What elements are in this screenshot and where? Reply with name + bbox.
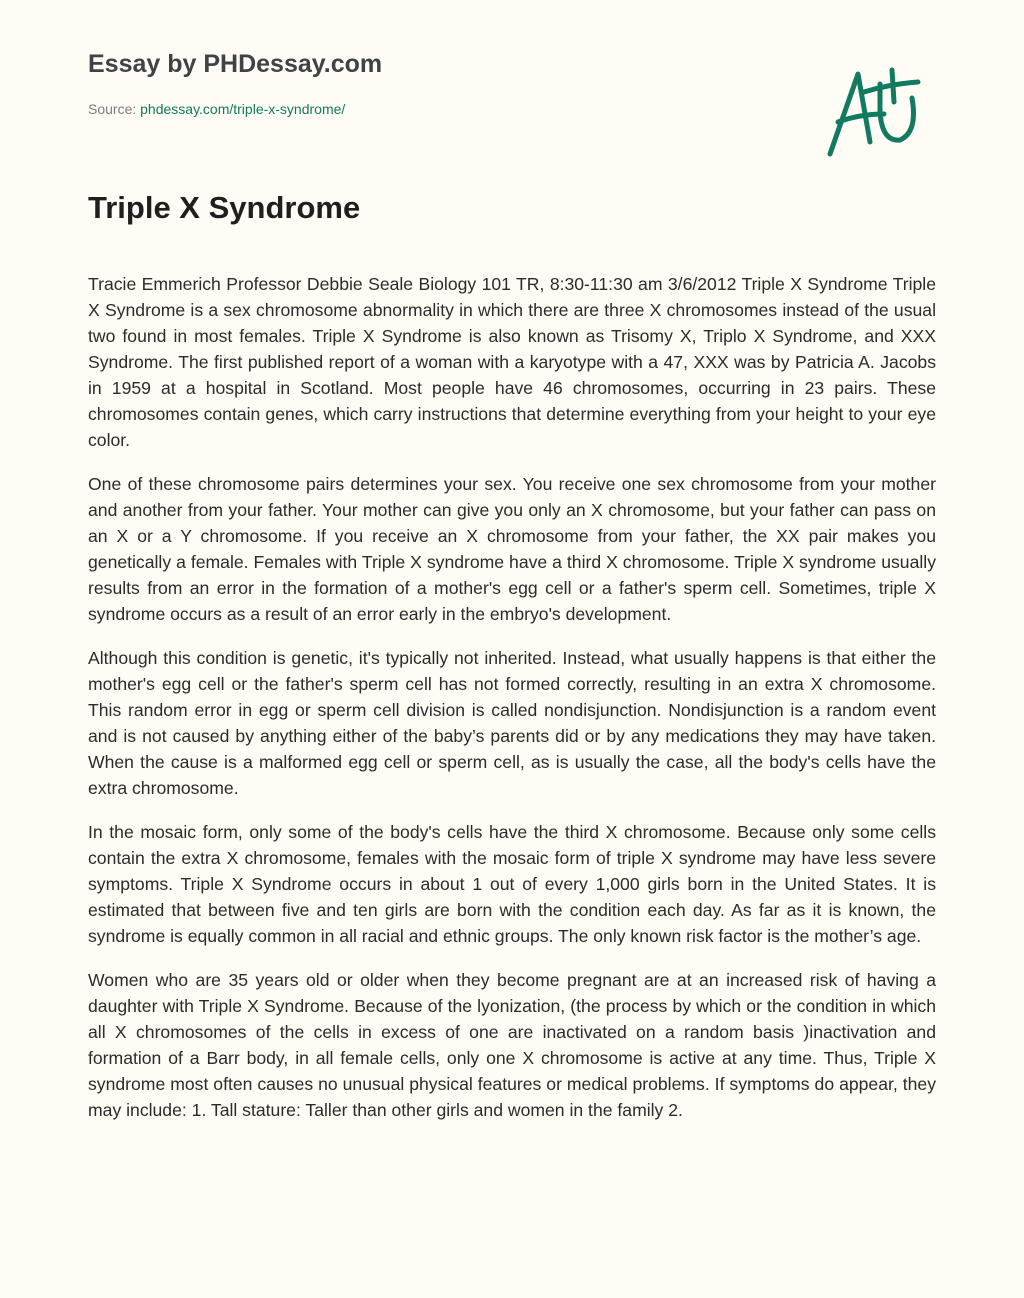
a-plus-logo-icon: [820, 62, 930, 162]
page-title: Triple X Syndrome: [88, 190, 361, 225]
site-brand: Essay by PHDessay.com: [88, 50, 383, 78]
source-link[interactable]: phdessay.com/triple-x-syndrome/: [140, 101, 346, 117]
essay-paragraph: In the mosaic form, only some of the body's cells have the third X chromosome. Because only some cells contain the extra X chromosome, females with the mosaic form of triple X syndrome may have less severe symptoms. Triple X Syndrome occurs in about 1 out of every 1,000 girls born in the United States. It is estimated that between five and ten girls are born with the condition each day. As far as it is known, the syndrome is equally common in all racial and ethnic groups. The only known risk factor is the mother’s age.: [88, 822, 936, 946]
essay-paragraph: Although this condition is genetic, it's typically not inherited. Instead, what usually happens is that either the mother's egg cell or the father's sperm cell has not formed correctly, resulting in an extra X chromosome. This random error in egg or sperm cell division is called nondisjunction. Nondisjunction is a random event and is not caused by anything either of the baby’s parents did or by any medications they may have taken. When the cause is a malformed egg cell or sperm cell, as is usually the case, all the body's cells have the extra chromosome.: [88, 648, 936, 798]
source-label: Source:: [88, 101, 137, 117]
essay-paragraph: One of these chromosome pairs determines your sex. You receive one sex chromosome from your mother and another from your father. Your mother can give you only an X chromosome, but your father can pass on an X or a Y chromosome. If you receive an X chromosome from your father, the XX pair makes you genetically a female. Females with Triple X syndrome have a third X chromosome. Triple X syndrome usually results from an error in the formation of a mother's egg cell or a father's sperm cell. Sometimes, triple X syndrome occurs as a result of an error early in the embryo's development.: [88, 474, 936, 624]
essay-body: [88, 271, 936, 1252]
source-line: [88, 101, 345, 117]
essay-paragraph: Women who are 35 years old or older when they become pregnant are at an increased risk of having a daughter with Triple X Syndrome. Because of the lyonization, (the process by which or the condition in which all X chromosomes of the cells in excess of one are inactivated on a random basis )inactivation and formation of a Barr body, in all female cells, only one X chromosome is active at any time. Thus, Triple X syndrome most often causes no unusual physical features or medical problems. If symptoms do appear, they may include: 1. Tall stature: Taller than other girls and women in the family 2.: [88, 970, 936, 1120]
essay-paragraph: Tracie Emmerich Professor Debbie Seale Biology 101 TR, 8:30-11:30 am 3/6/2012 Triple X Syndrome Triple X Syndrome is a sex chromosome abnormality in which there are three X chromosomes instead of the usual two found in most females. Triple X Syndrome is also known as Trisomy X, Triplo X Syndrome, and XXX Syndrome. The first published report of a woman with a karyotype with a 47, XXX was by Patricia A. Jacobs in 1959 at a hospital in Scotland. Most people have 46 chromosomes, occurring in 23 pairs. These chromosomes contain genes, which carry instructions that determine everything from your height to your eye color.: [88, 274, 936, 450]
